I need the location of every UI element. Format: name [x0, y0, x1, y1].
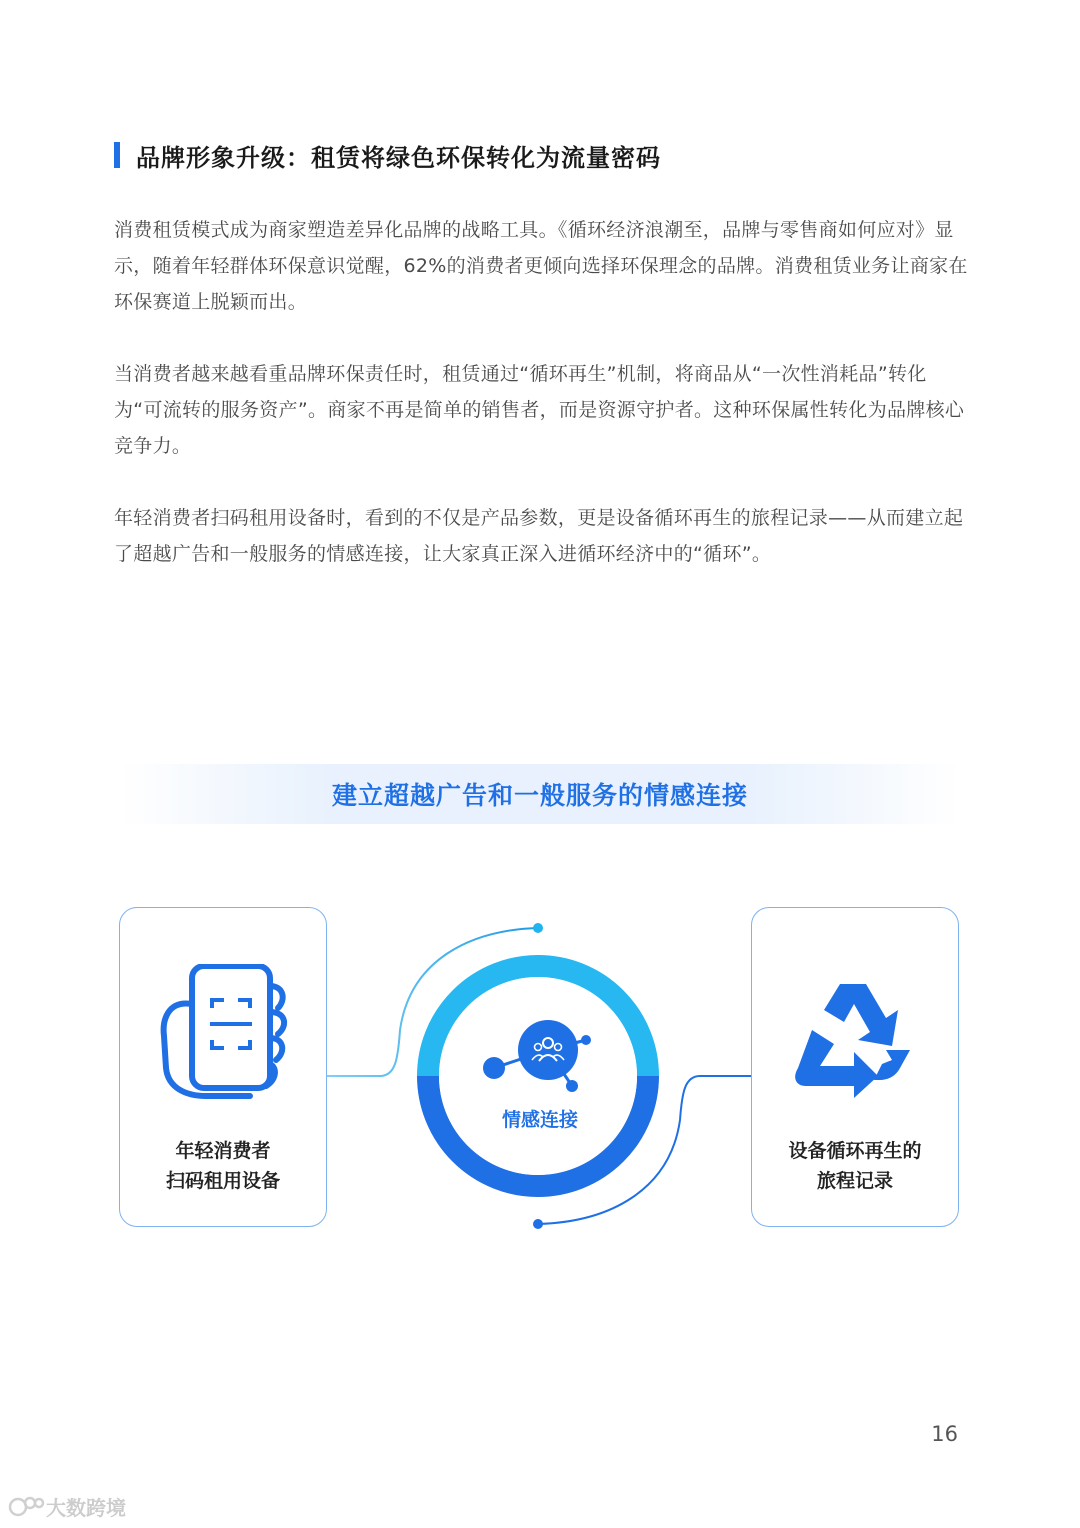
left-card-label — [120, 1136, 326, 1196]
right-card-line2: 旅程记录 — [816, 1170, 893, 1192]
top-connector-dot — [533, 923, 543, 933]
phone-scan-icon — [150, 964, 296, 1104]
recycle-icon — [782, 964, 928, 1104]
heading-title: 品牌形象升级：租赁将绿色环保转化为流量密码 — [136, 143, 661, 172]
watermark-text: 大数跨境 — [46, 1496, 126, 1520]
bottom-connector-dot — [533, 1219, 543, 1229]
watermark — [8, 1492, 126, 1521]
paragraph-1: 消费租赁模式成为商家塑造差异化品牌的战略工具。《循环经济浪潮至，品牌与零售商如何应对》显示，随着年轻群体环保意识觉醒，62%的消费者更倾向选择环保理念的品牌。消费租赁业务让商家在环保赛道上脱颖而出。 — [114, 219, 968, 313]
left-card-line1: 年轻消费者 — [175, 1140, 271, 1162]
card-young-consumer — [119, 907, 327, 1227]
right-card-label — [752, 1136, 958, 1196]
page-number: 16 — [931, 1422, 958, 1446]
left-card-line2: 扫码租用设备 — [165, 1170, 280, 1192]
right-card-line1: 设备循环再生的 — [788, 1140, 922, 1162]
paragraph-3: 年轻消费者扫码租用设备时，看到的不仅是产品参数，更是设备循环再生的旅程记录——从而建立起了超越广告和一般服务的情感连接，让大家真正深入进循环经济中的“循环”。 — [114, 507, 964, 565]
watermark-logo-icon — [8, 1494, 46, 1520]
diagram-title: 建立超越广告和一般服务的情感连接 — [331, 781, 748, 810]
card-recycle-journey — [751, 907, 959, 1227]
paragraph-2: 当消费者越来越看重品牌环保责任时，租赁通过“循环再生”机制，将商品从“一次性消耗品”转化为“可流转的服务资产”。商家不再是简单的销售者，而是资源守护者。这种环保属性转化为品牌核心竞争力。 — [114, 363, 965, 457]
center-label: 情感连接 — [501, 1109, 578, 1131]
